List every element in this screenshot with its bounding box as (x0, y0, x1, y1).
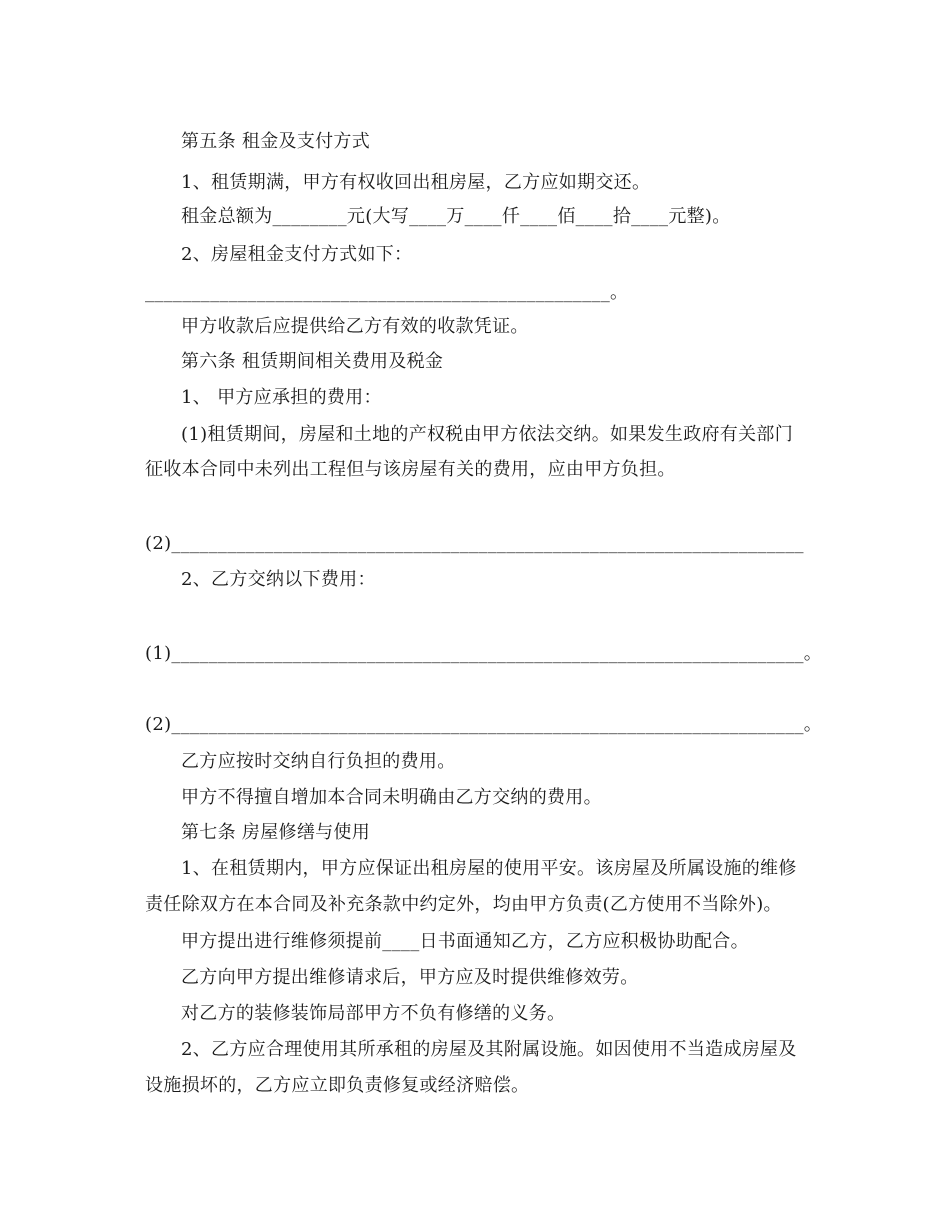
tenant-pay-on-time: 乙方应按时交纳自行负担的费用。 (181, 751, 456, 772)
article-6-item-2-blank: (2)____________________________________________________________________ (145, 533, 804, 554)
repair-request-line: 乙方向甲方提出维修请求后，甲方应及时提供维修效劳。 (181, 967, 639, 988)
article-6-heading: 第六条 租赁期间相关费用及税金 (181, 351, 444, 372)
repair-notice-line: 甲方提出进行维修须提前____日书面通知乙方，乙方应积极协助配合。 (181, 931, 749, 952)
article-5-clause-2: 2、房屋租金支付方式如下： (181, 244, 413, 265)
article-6-item-1a: (1)租赁期间，房屋和土地的产权税由甲方依法交纳。如果发生政府有关部门 (181, 424, 793, 445)
no-extra-fees: 甲方不得擅自增加本合同未明确由乙方交纳的费用。 (181, 787, 602, 808)
decoration-repair-line: 对乙方的装修装饰局部甲方不负有修缮的义务。 (181, 1003, 566, 1024)
article-6-item-1b: 征收本合同中未列出工程但与该房屋有关的费用，应由甲方负担。 (145, 459, 676, 480)
article-7-clause-2b: 设施损坏的，乙方应立即负责修复或经济赔偿。 (145, 1075, 530, 1096)
tenant-fee-1-blank: (1)____________________________________________________________________。 (145, 643, 823, 664)
receipt-line: 甲方收款后应提供给乙方有效的收款凭证。 (181, 316, 529, 337)
article-7-heading: 第七条 房屋修缮与使用 (181, 822, 371, 843)
article-5-heading: 第五条 租金及支付方式 (181, 131, 371, 152)
article-7-clause-1b: 责任除双方在本合同及补充条款中约定外，均由甲方负责(乙方使用不当除外)。 (145, 894, 782, 915)
payment-method-blank: __________________________________________________。 (145, 282, 629, 303)
article-5-clause-1: 1、租赁期满，甲方有权收回出租房屋，乙方应如期交还。 (181, 172, 651, 193)
rent-total-line: 租金总额为________元(大写____万____仟____佰____拾____元整)。 (181, 206, 731, 227)
tenant-fee-2-blank: (2)____________________________________________________________________。 (145, 714, 823, 735)
article-7-clause-2a: 2、乙方应合理使用其所承租的房屋及其附属设施。如因使用不当造成房屋及 (181, 1039, 797, 1060)
article-7-clause-1a: 1、在租赁期内，甲方应保证出租房屋的使用平安。该房屋及所属设施的维修 (181, 858, 797, 879)
article-6-clause-2: 2、乙方交纳以下费用： (181, 569, 376, 590)
article-6-clause-1: 1、 甲方应承担的费用： (181, 387, 382, 408)
